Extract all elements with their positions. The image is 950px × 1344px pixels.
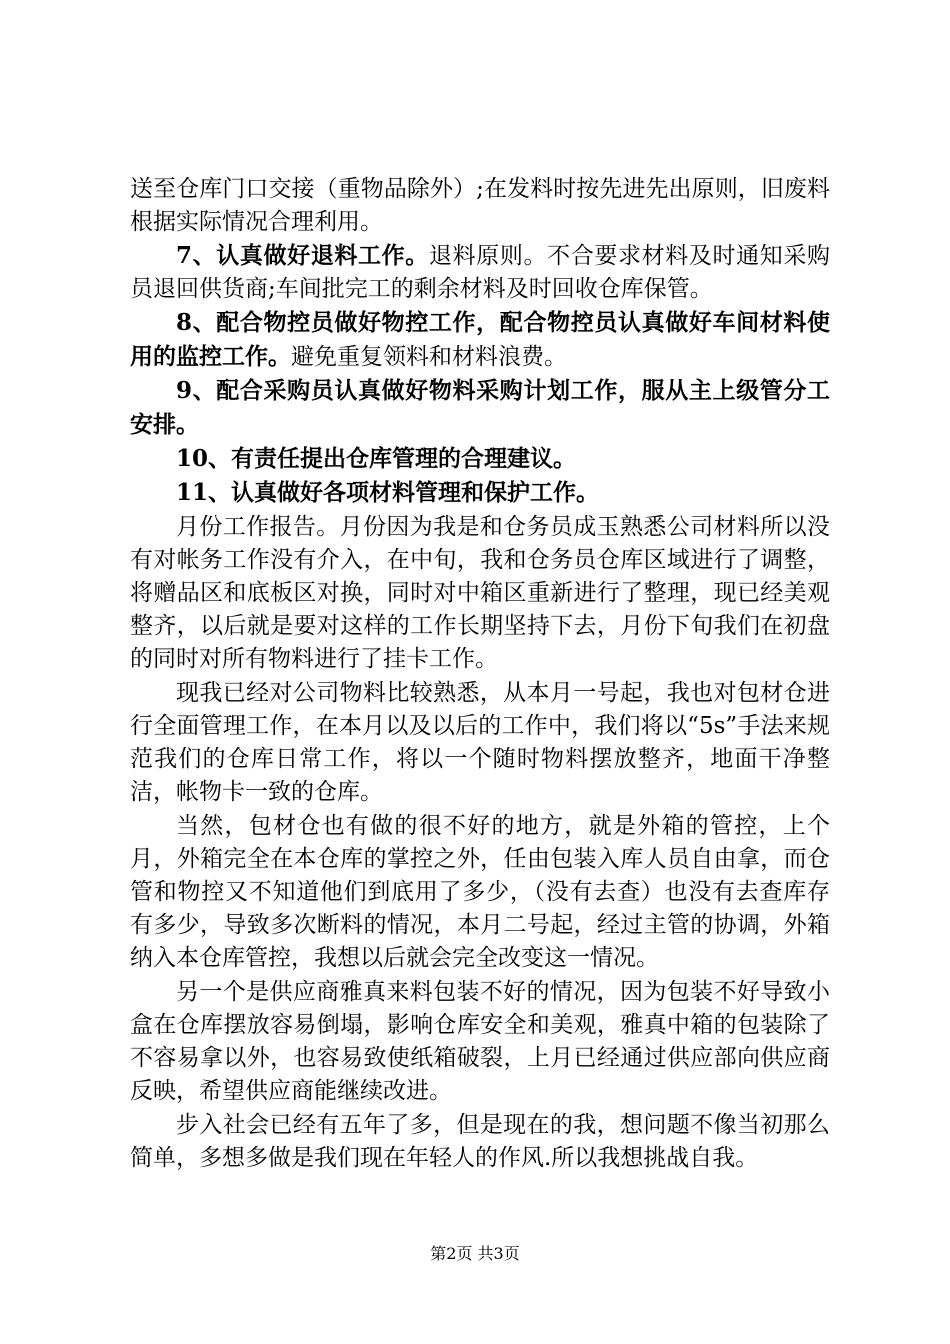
paragraph-lead: 10、有责任提出仓库管理的合理建议。	[176, 445, 577, 472]
page-number-footer: 第2页 共3页	[430, 1244, 520, 1263]
paragraph-lead: 11、认真做好各项材料管理和保护工作。	[176, 479, 600, 506]
document-body	[130, 172, 830, 1175]
paragraph-text: 退料原则。不合要求材料及时通知采购员退回供货商;车间批完工的剩余材料及时回收仓库保管。	[130, 243, 831, 302]
paragraph-text: 当然，包材仓也有做的很不好的地方，就是外箱的管控，上个月，外箱完全在本仓库的掌控之外，任由包装入库人员自由拿，而仓管和物控又不知道他们到底用了多少，（没有去查）也没有去查库存有多少，导致多次断料的情况，本月二号起，经过主管的协调，外箱纳入本仓库管控，我想以后就会完全改变这一情况。	[130, 813, 830, 971]
paragraph	[130, 442, 830, 476]
paragraph	[130, 374, 830, 442]
paragraph-text: 步入社会已经有五年了多，但是现在的我，想问题不像当初那么简单，多想多做是我们现在年轻人的作风.所以我想挑战自我。	[130, 1112, 830, 1171]
paragraph-text: 另一个是供应商雅真来料包装不好的情况，因为包装不好导致小盒在仓库摆放容易倒塌，影响仓库安全和美观，雅真中箱的包装除了不容易拿以外，也容易致使纸箱破裂，上月已经通过供应部向供应商反映，希望供应商能继续改进。	[130, 979, 830, 1104]
paragraph	[130, 306, 830, 374]
paragraph	[130, 975, 830, 1108]
paragraph	[130, 676, 830, 809]
paragraph	[130, 476, 830, 510]
paragraph-lead: 8、配合物控员做好物控工作，配合物控员认真做好车间材料使用的监控工作。	[130, 309, 830, 370]
paragraph	[130, 1108, 830, 1175]
paragraph-text: 月份工作报告。月份因为我是和仓务员成玉熟悉公司材料所以没有对帐务工作没有介入，在中旬，我和仓务员仓库区域进行了调整，将赠品区和底板区对换，同时对中箱区重新进行了整理，现已经美观整齐，以后就是要对这样的工作长期坚持下去，月份下旬我们在初盘的同时对所有物料进行了挂卡工作。	[130, 514, 830, 672]
paragraph	[130, 510, 830, 676]
paragraph-text: 现我已经对公司物料比较熟悉，从本月一号起，我也对包材仓进行全面管理工作，在本月以及以后的工作中，我们将以“5s”手法来规范我们的仓库日常工作，将以一个随时物料摆放整齐，地面干净整洁，帐物卡一致的仓库。	[130, 680, 830, 805]
paragraph	[130, 172, 830, 239]
paragraph-text: 避免重复领料和材料浪费。	[291, 344, 567, 370]
paragraph	[130, 809, 830, 975]
paragraph-text: 送至仓库门口交接（重物品除外）;在发料时按先进先出原则，旧废料根据实际情况合理利用。	[130, 176, 830, 235]
paragraph-lead: 9、配合采购员认真做好物料采购计划工作，服从主上级管分工安排。	[130, 377, 830, 438]
paragraph	[130, 239, 830, 306]
paragraph-lead: 7、认真做好退料工作。	[176, 242, 429, 269]
